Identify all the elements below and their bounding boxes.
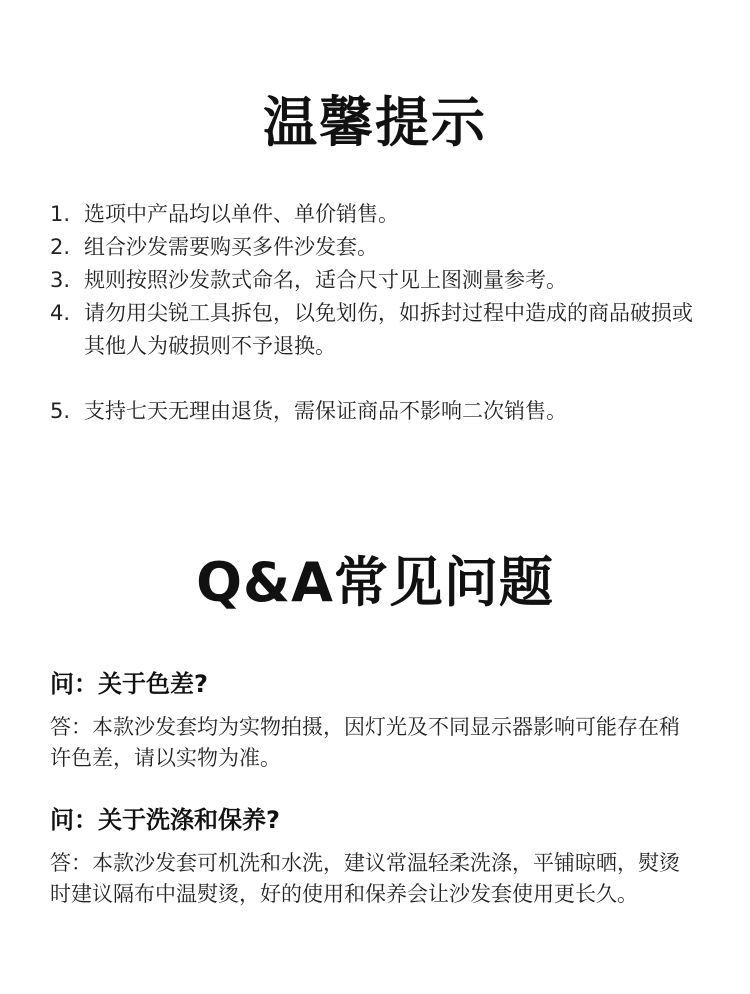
tip-number: 1. — [50, 202, 71, 226]
tip-text: 支持七天无理由退货，需保证商品不影响二次销售。 — [84, 399, 567, 423]
tip-item — [50, 297, 710, 363]
tip-item — [50, 198, 710, 231]
tip-item — [50, 395, 710, 428]
tip-number: 5. — [50, 399, 71, 423]
tip-number: 2. — [50, 235, 71, 259]
tips-list — [50, 198, 710, 428]
faq-item — [50, 664, 700, 774]
tip-text: 请勿用尖锐工具拆包，以免划伤，如拆封过程中造成的商品破损或其他人为破损则不予退换。 — [84, 301, 693, 358]
tip-number: 3. — [50, 268, 71, 292]
tip-number: 4. — [50, 301, 71, 325]
tip-item — [50, 231, 710, 264]
faq-question: 问：关于色差? — [50, 670, 208, 698]
faq-question: 问：关于洗涤和保养? — [50, 806, 280, 834]
tip-text: 选项中产品均以单件、单价销售。 — [84, 202, 399, 226]
faq-answer: 答：本款沙发套均为实物拍摄，因灯光及不同显示器影响可能存在稍许色差，请以实物为准。 — [50, 715, 680, 770]
tip-text: 组合沙发需要购买多件沙发套。 — [84, 235, 378, 259]
tips-title: 温馨提示 — [263, 91, 487, 154]
faq-answer: 答：本款沙发套可机洗和水洗，建议常温轻柔洗涤，平铺晾晒，熨烫时建议隔布中温熨烫，好的使用和保养会让沙发套使用更长久。 — [50, 851, 680, 906]
faq-title: Q&A常见问题 — [196, 551, 554, 614]
faq-item — [50, 800, 700, 910]
tip-text: 规则按照沙发款式命名，适合尺寸见上图测量参考。 — [84, 268, 567, 292]
tip-item — [50, 264, 710, 297]
